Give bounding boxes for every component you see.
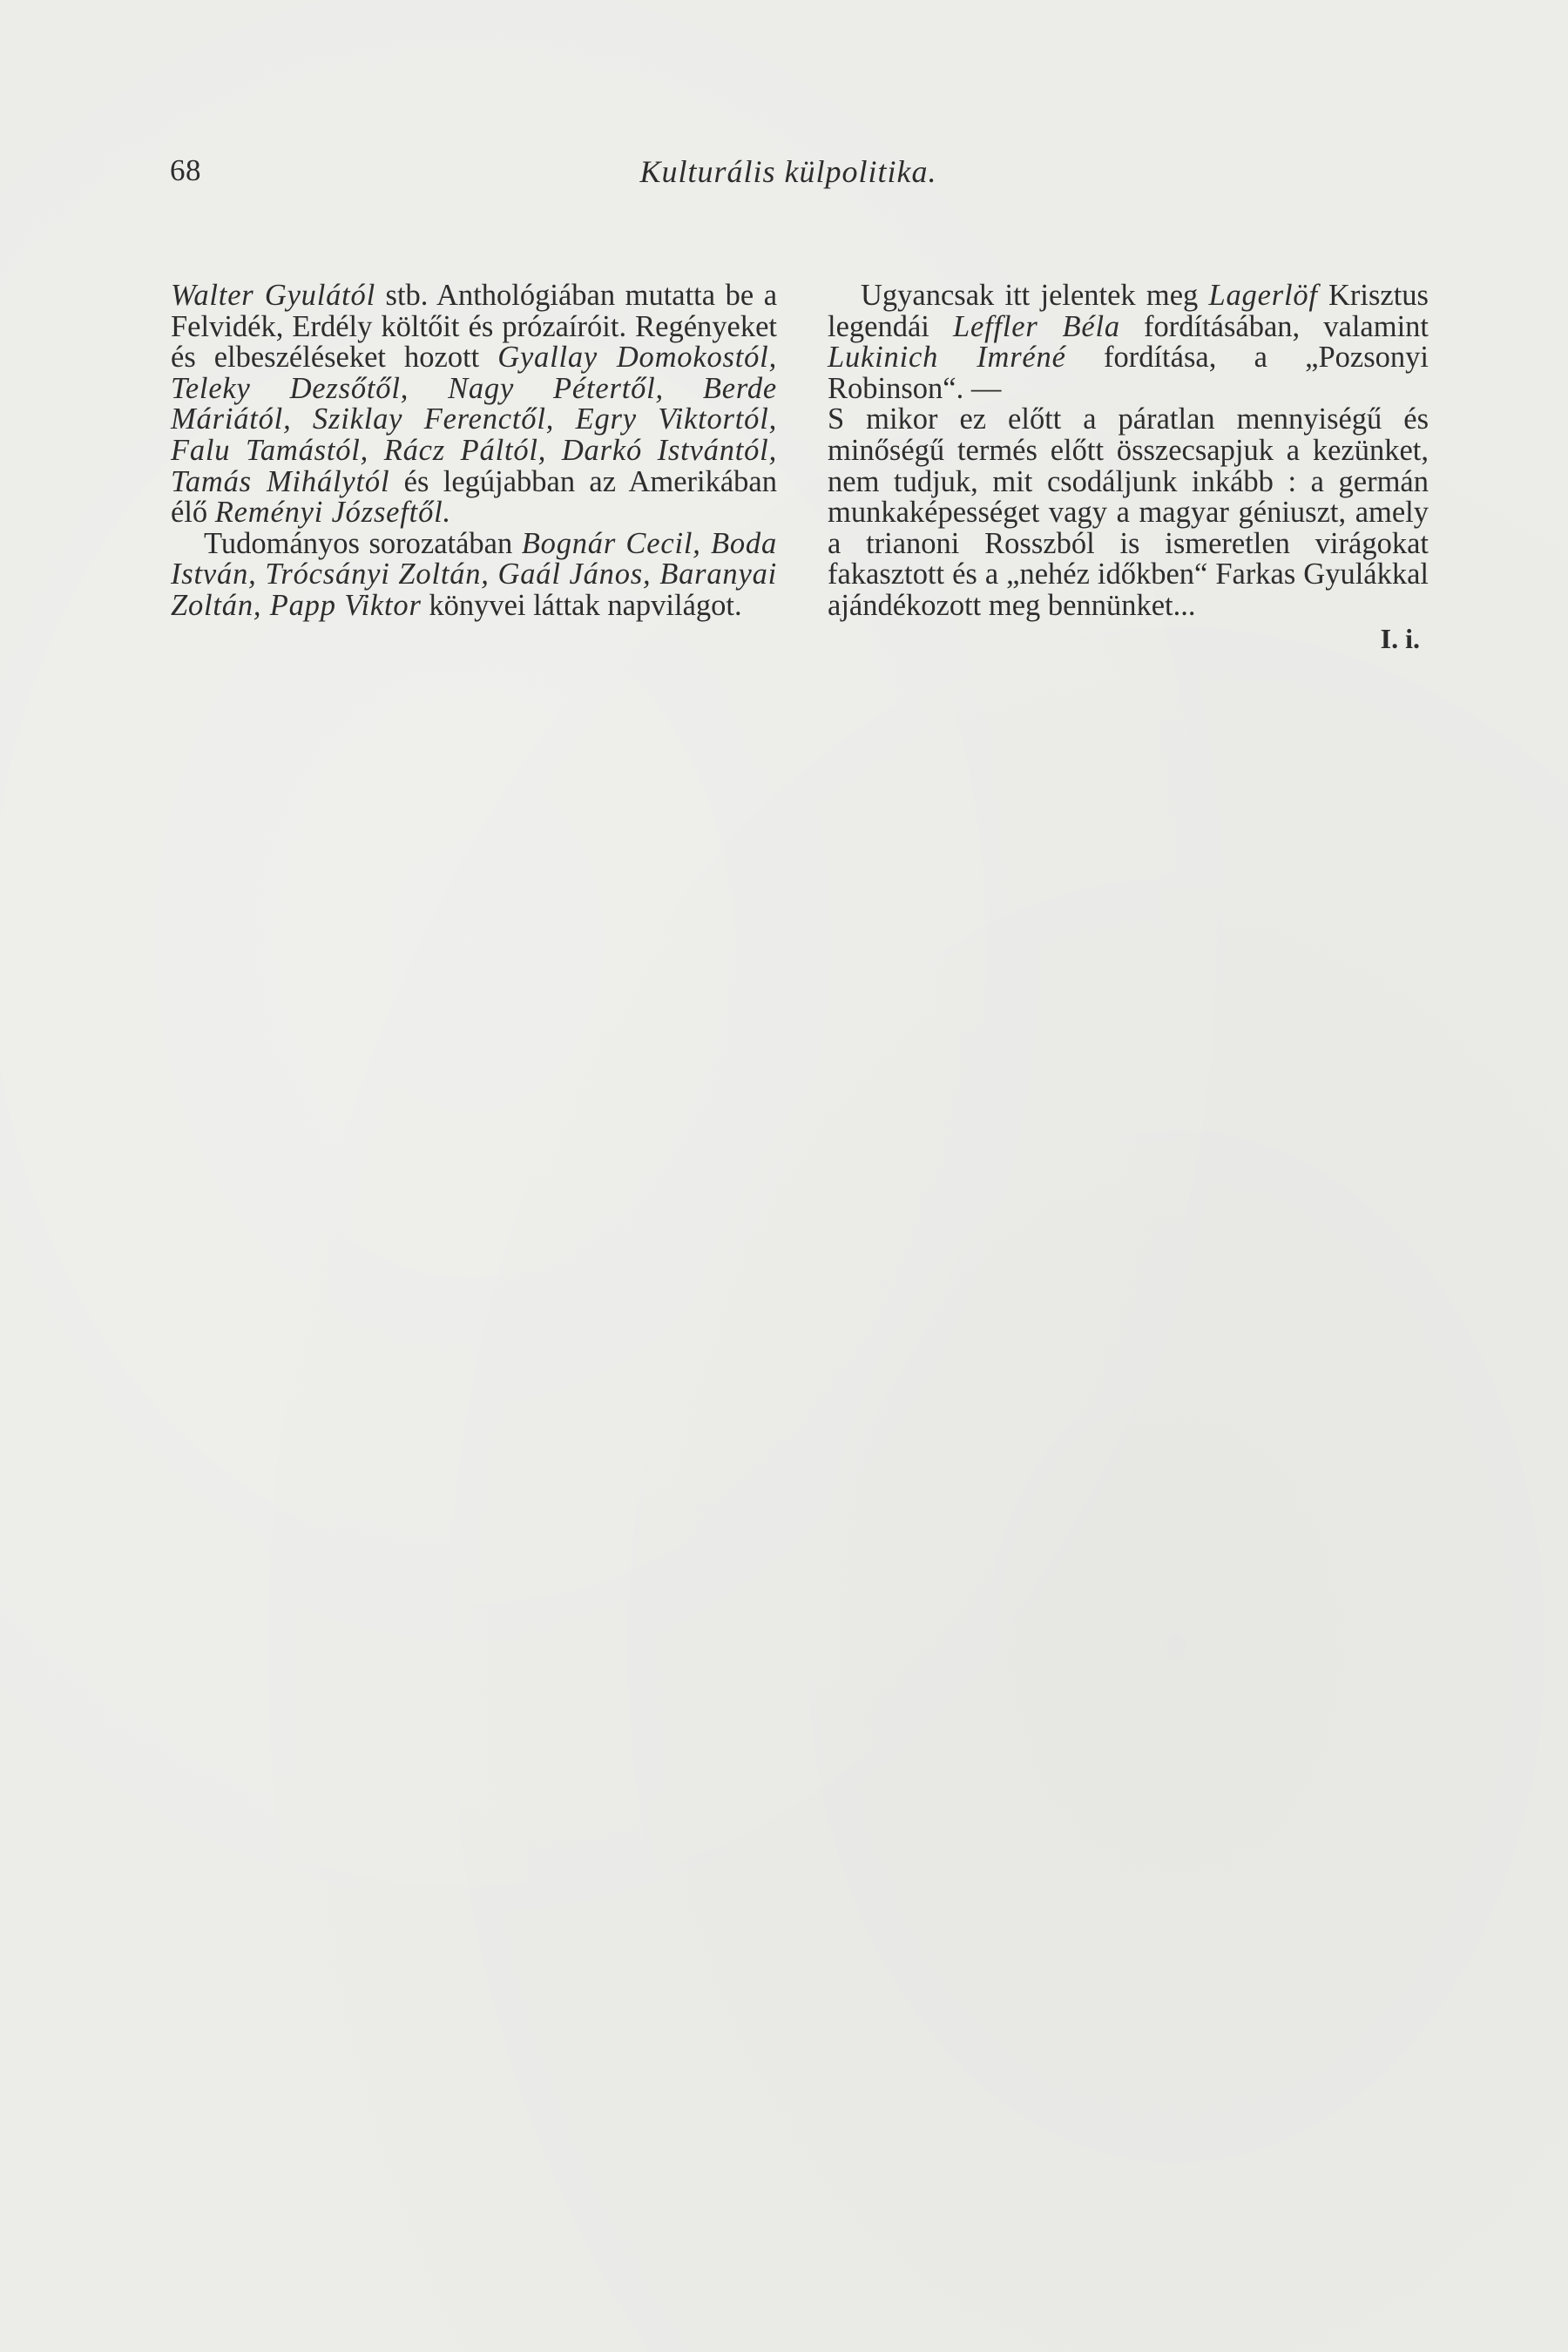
author-name: Walter Gyulától	[171, 279, 375, 312]
author-name: Reményi Józseftől.	[214, 496, 451, 530]
paragraph-publications	[171, 280, 777, 529]
author-names: Gyallay Domokostól, Teleky Dezsőtől, Nagy Pétertől, Berde Máriától, Sziklay Ferenctől, Egry Viktortól, Falu Tamástól, Rácz Páltól, Darkó Istvántól, Tamás Mihálytól	[171, 341, 777, 498]
text-run: Tudományos sorozatában	[204, 526, 522, 560]
text-run: Ugyancsak itt jelentek meg	[861, 279, 1209, 312]
left-column	[171, 280, 777, 622]
author-signature: I. i.	[1380, 622, 1420, 654]
paragraph-translations	[828, 280, 1429, 404]
text-run: fordítása, a „Pozsonyi Robinson“. —	[828, 341, 1429, 405]
paragraph-scientific-series	[171, 526, 777, 622]
text-run: Krisztus legendái	[828, 279, 1429, 343]
text-run: és legújabban az Amerikában élő	[171, 464, 777, 530]
page-header	[170, 153, 1407, 193]
author-name: Lagerlöf	[1208, 279, 1318, 312]
text-run: könyvei láttak napvilágot.	[421, 588, 742, 622]
page-number: 68	[170, 153, 201, 187]
translator-name: Leffler Béla	[952, 309, 1120, 343]
text-run: stb. Anthológiában mutatta be a Felvidék, Erdély költőit és prózaíróit. Regényeket és elbeszéléseket hozott	[171, 279, 778, 375]
author-names: Bognár Cecil, Boda István, Trócsányi Zoltán, Gaál János, Baranyai Zoltán, Papp Viktor	[171, 526, 777, 622]
translator-name: Lukinich Imréné	[828, 341, 1066, 375]
running-title: Kulturális külpolitika.	[639, 154, 937, 189]
paragraph-conclusion: S mikor ez előtt a páratlan mennyiségű és minőségű termés előtt összecsapjuk a kezünket, nem tudjuk, mit csodáljunk inkább : a germán munkaképességet vagy a magyar géniuszt, amely a trianoni Rosszból is ismeretlen virágokat fakasztott és a „nehéz időkben“ Farkas Gyulákkal ajándékozott meg bennünket...	[828, 402, 1429, 622]
right-column	[828, 280, 1429, 654]
text-run: fordításában, valamint	[1119, 309, 1429, 343]
